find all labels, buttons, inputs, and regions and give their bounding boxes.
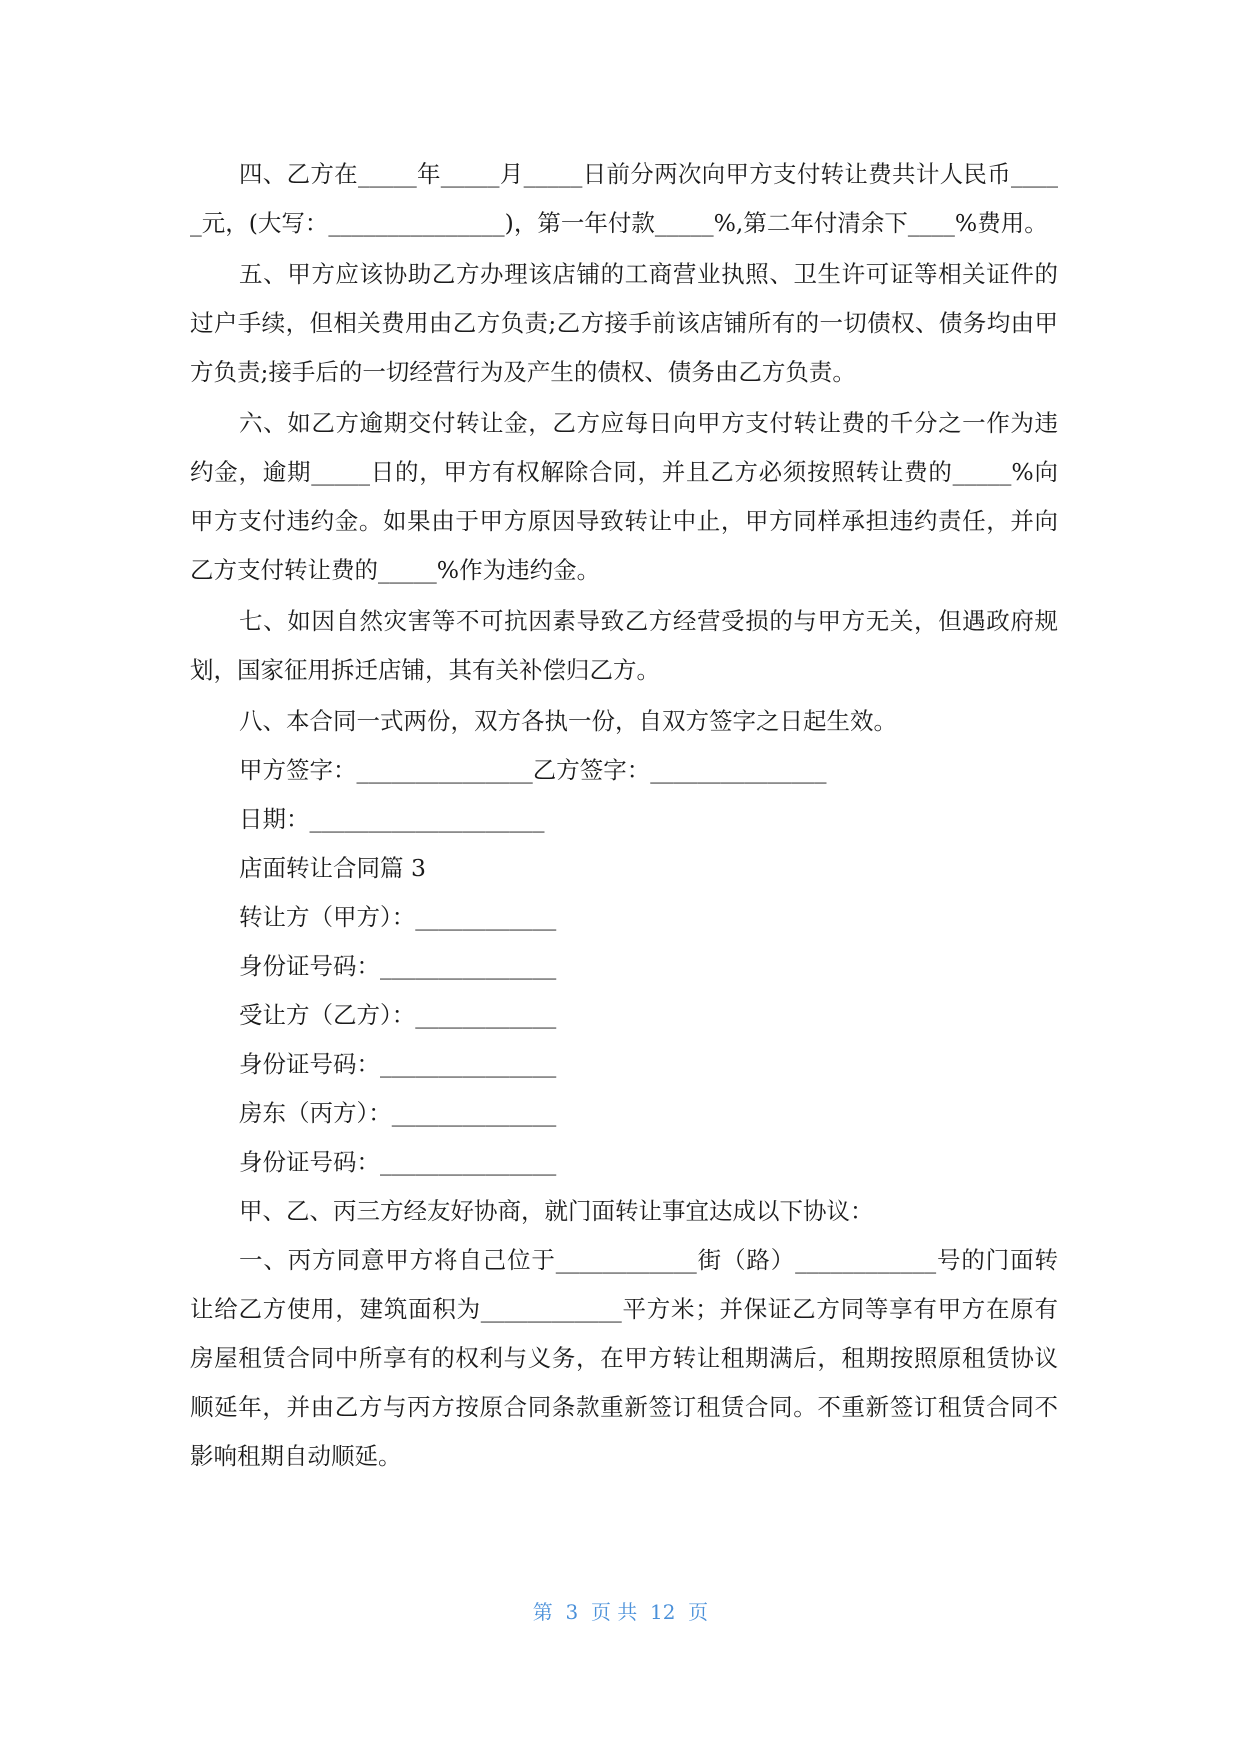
clause-5: 五、甲方应该协助乙方办理该店铺的工商营业执照、卫生许可证等相关证件的过户手续，但相关费用由乙方负责;乙方接手前该店铺所有的一切债权、债务均由甲方负责;接手后的一切经营行为及产生的债权、债务由乙方负责。	[190, 260, 1058, 386]
date-line: 日期：____________________	[239, 805, 545, 833]
clause-6: 六、如乙方逾期交付转让金，乙方应每日向甲方支付转让费的千分之一作为违约金，逾期_____日的，甲方有权解除合同，并且乙方必须按照转让费的_____%向甲方支付违约金。如果由于甲方原因导致转让中止，甲方同样承担违约责任，并向乙方支付转让费的_____%作为违约金。	[190, 409, 1058, 584]
transferor-line: 转让方（甲方）：____________	[239, 903, 557, 931]
page-number-footer: 第 3 页 共 12 页	[532, 1600, 709, 1624]
agreement-intro: 甲、乙、丙三方经友好协商，就门面转让事宜达成以下协议：	[239, 1197, 874, 1225]
clause-7: 七、如因自然灾害等不可抗因素导致乙方经营受损的与甲方无关，但遇政府规划，国家征用拆迁店铺，其有关补偿归乙方。	[190, 607, 1058, 684]
landlord-line: 房东（丙方）：______________	[239, 1099, 557, 1127]
clause-4: 四、乙方在_____年_____月_____日前分两次向甲方支付转让费共计人民币_____元，(大写：_______________)，第一年付款_____%,第二年付清余下____%费用。	[190, 160, 1058, 237]
clause-1: 一、丙方同意甲方将自己位于____________街（路）____________号的门面转让给乙方使用，建筑面积为____________平方米；并保证乙方同等享有甲方在原有房屋租赁合同中所享有的权利与义务，在甲方转让租期满后，租期按照原租赁协议顺延年，并由乙方与丙方按原合同条款重新签订租赁合同。不重新签订租赁合同不影响租期自动顺延。	[190, 1246, 1058, 1470]
section-title: 店面转让合同篇 3	[239, 854, 426, 882]
transferee-line: 受让方（乙方）：____________	[239, 1001, 557, 1029]
id-number-line-1: 身份证号码：_______________	[239, 952, 557, 980]
clause-8: 八、本合同一式两份，双方各执一份，自双方签字之日起生效。	[239, 707, 897, 735]
document-body	[190, 150, 1058, 1483]
id-number-line-3: 身份证号码：_______________	[239, 1148, 557, 1176]
signature-line: 甲方签字：_______________乙方签字：_______________	[239, 756, 827, 784]
id-number-line-2: 身份证号码：_______________	[239, 1050, 557, 1078]
